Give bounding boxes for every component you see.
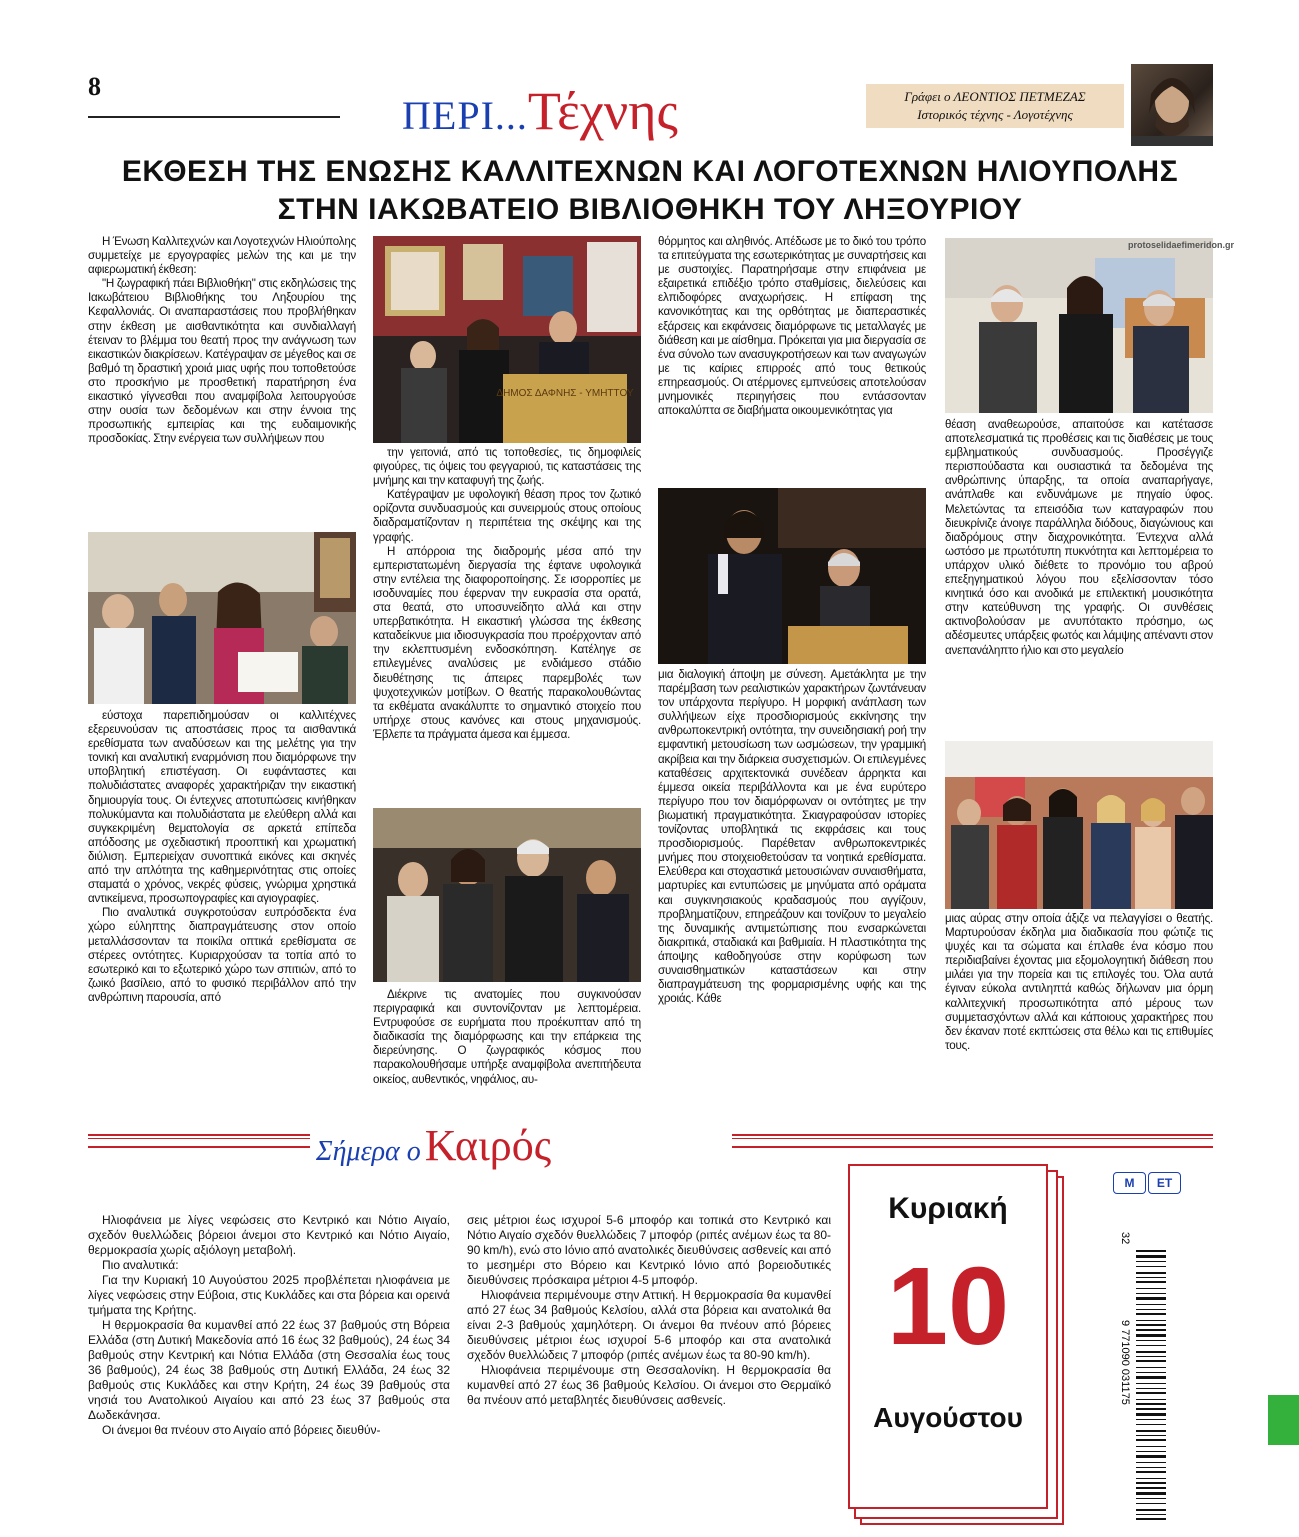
met-logo-right: ΕΤ — [1148, 1172, 1181, 1194]
barcode-bar — [1136, 1467, 1166, 1468]
paragraph: Πιο αναλυτικά: — [102, 1258, 179, 1272]
byline-role: Ιστορικός τέχνης - Λογοτέχνης — [917, 107, 1073, 122]
photo-three-men-image — [945, 238, 1213, 413]
photo-lectern-speaker — [658, 488, 926, 664]
paragraph: εύστοχα παρεπιδημούσαν οι καλλιτέχνες εξερευνούσαν τις αποστάσεις προς τα αισθαντικά ερεθίσματα των αναδύσεων και της μελέτης για την τονική και αναλυτική εναρμόνιση που διαμόρφωνε την υποβλητική επιστέγαση. Οι ευφάνταστες και πολυδιάστατες αναφορές χαρακτήριζαν την εικαστική δημιουργία τους. Οι έντεχνες αποτυπώσεις κινήθηκαν πολυκύμαντα και πολυδιάστατα με ελεύθερη αλλά και συγκεκριμένη θεματολογία σε αρκετά επίπεδα απόδοσης με σχεδιαστική προοπτική και χρωματική διύλιση. Εμπεριείχαν συνοπτικά εικόνες και σκηνές από την απλότητα της καθημερινότητας στις οποίες σταματά ο χρόνος, νεκρές φύσεις, γνώριμα χρηστικά αντικείμενα, προσωπογραφίες και αγιογραφίες. — [88, 709, 356, 906]
paragraph: Ηλιοφάνεια περιμένουμε στην Αττική. Η θερμοκρασία θα κυμανθεί από 27 έως 34 βαθμούς Κελσίου, αλλά στα βόρεια και ανατολικά θα είναι 2-3 βαθμούς χαμηλότερη. Οι άνεμοι θα πνέουν από βόρειες διευθύνσεις μέτριοι έως ισχυροί 5-6 μποφόρ και στα ανατολικά σχεδόν θυελλώδεις 7 μποφόρ (ριπές ανέμων έως τα 80-90 km/h). — [467, 1288, 831, 1362]
barcode-bar — [1136, 1340, 1166, 1341]
paragraph: θέαση αναθεωρούσε, απαιτούσε και κατέτασσε αποτελεσματικά τις προθέσεις και τις διαθέσεις με τους εμβληματικούς συνδυασμούς. Προσέγγιζε περισπούδαστα και ουσιαστικά τα δεδομένα της ανθρώπινης ύπαρξης, τα οποία αναπαρήγαγε, ανάπλαθε και ενδυνάμωνε με πηγαίο ύφος. Μελετώντας τα επεισόδια των καταγραφών που διευκρίνιζε άνοιγε παράλληλα διόδους, διαγώνιους και διαδρόμους στην διαχρονικότητα. Έντεχνα αλλά ωστόσο με πρωτότυπη πυκνότητα και λεπτομέρεια το υπάρχον υλικό διέθετε το προνόμιο του αβρού επεξηγηματικού λόγου που εξελίσσονταν τόσο κινητικά όσο και ανοδικά με επιλεκτική μουσικότητα στην κατεύθυνση της γραφής. Οι συνθέσεις ακτινοβολούσαν με ανυπότακτο πρόσημο, ως αδέσμευτες υπάρξεις φωτός και λάμψης απέναντι στον ανεπανάληπτο ήλιο και στο μεγαλείο — [945, 418, 1213, 657]
barcode-bar — [1136, 1367, 1166, 1368]
barcode-bar — [1136, 1399, 1166, 1400]
photo-podium-image — [373, 236, 641, 443]
barcode-icon — [1118, 1220, 1166, 1530]
barcode-bar — [1136, 1392, 1166, 1394]
barcode-bar — [1136, 1498, 1166, 1499]
met-logo-left: Μ — [1113, 1172, 1146, 1194]
barcode-bar — [1136, 1320, 1166, 1321]
author-photo — [1131, 64, 1213, 146]
paragraph: Ηλιοφάνεια με λίγες νεφώσεις στο Κεντρικό και Νότιο Αιγαίο, σχεδόν θυελλώδεις βόρειοι άνεμοι στο Κεντρικό και Νότιο Αιγαίο, θερμοκρασία χωρίς αξιόλογη μεταβολή. — [88, 1213, 450, 1257]
barcode — [1118, 1220, 1166, 1530]
barcode-bar — [1136, 1345, 1166, 1346]
barcode-bar — [1136, 1514, 1166, 1515]
barcode-bar — [1136, 1376, 1166, 1379]
barcode-bar — [1136, 1451, 1166, 1452]
paragraph: Για την Κυριακή 10 Αυγούστου 2025 προβλέπεται ηλιοφάνεια με λίγες νεφώσεις στην Εύβοια, στις Κυκλάδες και στα βόρεια και ορεινά τμήματα της Κρήτης. — [88, 1273, 450, 1317]
barcode-bar — [1136, 1360, 1166, 1362]
headline-line-2: ΣΤΗΝ ΙΑΚΩΒΑΤΕΙΟ ΒΙΒΛΙΟΘΗΚΗ ΤΟΥ ΛΗΞΟΥΡΙΟΥ — [277, 193, 1023, 226]
barcode-bar — [1136, 1324, 1166, 1326]
barcode-bar — [1136, 1408, 1166, 1410]
paragraph: Η Ένωση Καλλιτεχνών και Λογοτεχνών Ηλιούπολης συμμετείχε με εργογραφίες μελών της και με την αφιερωματική έκθεση: — [88, 235, 356, 277]
weather-rule-right — [732, 1134, 1213, 1148]
barcode-bar — [1136, 1435, 1166, 1436]
barcode-bar — [1136, 1482, 1166, 1484]
barcode-bar — [1136, 1334, 1166, 1337]
paragraph: την γειτονιά, από τις τοποθεσίες, τις δημοφιλείς φιγούρες, τις όψεις του φεγγαριού, τις καταστάσεις της μνήμης και την καταφυγή της ζωής. — [373, 446, 641, 488]
article-col3-bottom — [658, 668, 926, 1118]
weather-title-prefix: Σήμερα ο — [316, 1136, 421, 1167]
paragraph: μιας αύρας στην οποία άξιζε να πελαγγίσει ο θεατής. Μαρτυρούσαν έκδηλα μια διαδικασία που φώτιζε τις ψυχές και τα σώματα και έπλαθε ένα κόσμο που περιδιαβαίνει έχοντας μια εξομολογητική διάθεση που μιλάει για την πορεία και τις επιλογές του. Όλα αυτά έγιναν εύκολα αντιληπτά καθώς δήλωναν μια όρμη καλλιτεχνική προσωπικότητα από μέρους των συμμετασχόντων αλλά και κάποιους χαρακτήρες που δεν έκαναν ποτέ εκπτώσεις στα θέλω και τις επιθυμίες τους. — [945, 912, 1213, 1052]
article-col1-bottom — [88, 709, 356, 1119]
watermark: protoselidaefimeridon.gr — [1128, 240, 1235, 250]
barcode-bar — [1136, 1255, 1166, 1258]
barcode-bar — [1136, 1309, 1166, 1310]
barcode-bar — [1136, 1503, 1166, 1504]
podium-sign-text: ΔΗΜΟΣ ΔΑΦΝΗΣ - ΥΜΗΤΤΟΥ — [496, 388, 634, 399]
paragraph: σεις μέτριοι έως ισχυροί 5-6 μποφόρ και τοπικά στο Κεντρικό και Νότιο Αιγαίο σχεδόν θυελλώδεις 7 μποφόρ (ριπές ανέμων έως τα 80-90 km/h), ενώ στο Ιόνιο από ανατολικές διευθύνσεις ασθενείς και από το μεσημέρι στο Βόρειο και Κεντρικό Ιόνιο από βορειοδυτικές διευθύνσεις πρόσκαιρα μέτριοι 4-5 μποφόρ. — [467, 1213, 831, 1287]
article-col1-top — [88, 235, 356, 527]
calendar-page — [848, 1164, 1048, 1509]
barcode-bar — [1136, 1492, 1166, 1495]
barcode-bar — [1136, 1293, 1166, 1294]
paragraph: Η απόρροια της διαδρομής μέσα από την εμπεριστατωμένη διεργασία της έφτανε υφολογικά στην εντέλεια της διαφοροποίησης. Σε ισορροπίες με ισοδυναμίες που έφερναν την ευκρασία στα ορατά, στα θεατά, στο υποσυνείδητο αλλά και στην υπερβατικότητα. Η εικαστική γλώσσα της έκθεσης καταδείκνυε μια ιδιοσυγκρασία που προέρχονταν από την εκλεπτυσμένη ενδοσκόπηση. Κατέληγε σε επιλεγμένες αναλύσεις με ενδιάμεσο στάδιο διευθέτησης τις άπειρες παρεμβολές των ψυχοτεχνικών μοτίβων. Ο θεατής παρακολουθώντας τα εκθέματα ανακάλυπτε το σημαντικό στοιχείο που υπήρχε στους κανόνες και στους μηχανισμούς. Έβλεπε τα πράγματα άμεσα και έμμεσα. — [373, 544, 641, 741]
barcode-top-number: 32 — [1119, 1232, 1131, 1245]
paragraph: "Η ζωγραφική πάει Βιβλιοθήκη" στις εκδηλώσεις της Ιακωβάτειου Βιβλιοθήκης του Ληξουρίου της Κεφαλλονιάς. Οι αναπαραστάσεις που προβλήθηκαν στην έκθεση με αισθαντικότητα και συνδιαλλαγή έτειναν το βλέμμα του θεατή προς την ανάγνωση των εικαστικών διακρίσεων. Κατέγραψαν σε μέγεθος και σε βαθμό τη δραστική χροιά μιας υφής που τοποθετούσε στο προσκήνιο με προσθετική παρατήρηση ένα εικαστικό γίγνεσθαι που αναμφίβολα λειτουργούσε στην ουσία των δεδομένων και στην έννοια της προσωπικής εμπειρίας και της ευδαιμονικής προσδοκίας. Στην ενέργεια των συλλήψεων που — [88, 277, 356, 446]
barcode-bar — [1136, 1351, 1166, 1353]
byline-author: Γράφει ο ΛΕΟΝΤΙΟΣ ΠΕΤΜΕΖΑΣ — [904, 89, 1086, 104]
photo-lectern-image — [658, 488, 926, 664]
barcode-bar — [1136, 1266, 1166, 1267]
article-col3-top — [658, 235, 926, 485]
barcode-bar — [1136, 1313, 1166, 1315]
barcode-bar — [1136, 1356, 1166, 1357]
barcode-bar — [1136, 1471, 1166, 1473]
barcode-bar — [1136, 1413, 1166, 1416]
barcode-bar — [1136, 1403, 1166, 1405]
met-logo — [1113, 1172, 1181, 1194]
barcode-bar — [1136, 1329, 1166, 1331]
barcode-bar — [1136, 1446, 1166, 1447]
barcode-digits: 9 771090 031175 — [1119, 1320, 1131, 1405]
photo-group-six-image — [945, 741, 1213, 909]
barcode-bar — [1136, 1487, 1166, 1489]
section-title — [402, 80, 678, 142]
calendar-day-name: Κυριακή — [888, 1192, 1008, 1225]
article-headline — [60, 153, 1240, 229]
barcode-bar — [1136, 1272, 1166, 1274]
barcode-bar — [1136, 1439, 1166, 1441]
section-title-prefix: ΠΕΡΙ... — [402, 93, 528, 138]
weather-col1 — [88, 1213, 450, 1513]
barcode-bar — [1136, 1462, 1166, 1463]
paragraph: Πιο αναλυτικά συγκροτούσαν ευπρόσδεκτα ένα χώρο εύληπτης διαπραγμάτευσης στον οποίο μεταλλάσσονταν τα ποικίλα οπτικά ερεθίσματα σε στέρεες οντότητες. Κυριαρχούσαν τα τοπία από το εσωτερικό και το εξωτερικό χώρο των σπιτιών, από το ζωικό βασίλειο, από το φυσικό περιβάλλον από την ανθρώπινη παρουσία, από — [88, 906, 356, 1004]
article-col2-mid — [373, 446, 641, 806]
barcode-bar — [1136, 1281, 1166, 1283]
photo-award-ceremony-image — [88, 532, 356, 704]
article-col4-bottom — [945, 912, 1213, 1118]
photo-podium-speakers — [373, 236, 641, 443]
photo-group-men-image — [373, 808, 641, 982]
barcode-bar — [1136, 1455, 1166, 1458]
barcode-bar — [1136, 1388, 1166, 1389]
barcode-bar — [1136, 1424, 1166, 1425]
barcode-bar — [1136, 1430, 1166, 1432]
page-number: 8 — [88, 72, 101, 101]
page-edge-tab — [1268, 1395, 1299, 1445]
photo-group-men — [373, 808, 641, 982]
barcode-bar — [1136, 1277, 1166, 1278]
calendar-day-number: 10 — [886, 1245, 1010, 1368]
headline-line-1: ΕΚΘΕΣΗ ΤΗΣ ΕΝΩΣΗΣ ΚΑΛΛΙΤΕΧΝΩΝ ΚΑΙ ΛΟΓΟΤΕΧΝΩΝ ΗΛΙΟΥΠΟΛΗΣ — [121, 155, 1179, 188]
page-number-rule — [88, 116, 340, 118]
weather-col2 — [467, 1213, 831, 1513]
paragraph: Η θερμοκρασία θα κυμανθεί από 22 έως 37 βαθμούς στη Βόρεια Ελλάδα (στη Δυτική Μακεδονία από 16 έως 32 βαθμούς), 24 έως 34 βαθμούς στην Κεντρική και Νότια Ελλάδα (στη Θεσσαλία έως τους 36 βαθμούς), 24 έως 38 βαθμούς στη Δυτική Ελλάδα, 24 έως 32 βαθμούς στις Κυκλάδες και στην Κρήτη, 24 έως 39 βαθμούς στα νησιά του Ανατολικού Αιγαίου και από 23 έως 37 βαθμούς στα Δωδεκάνησα. — [88, 1318, 450, 1422]
paragraph: Ηλιοφάνεια περιμένουμε στη Θεσσαλονίκη. Η θερμοκρασία θα κυμανθεί από 27 έως 36 βαθμούς Κελσίου. Οι άνεμοι στο Θερμαϊκό θα πνέουν από μεταβλητές διευθύνσεις ασθενείς. — [467, 1363, 831, 1407]
weather-title-main: Καιρός — [424, 1121, 552, 1170]
photo-award-ceremony — [88, 532, 356, 704]
barcode-bar — [1136, 1372, 1166, 1373]
barcode-bar — [1136, 1419, 1166, 1420]
photo-three-men — [945, 238, 1213, 413]
author-portrait-icon — [1131, 64, 1213, 146]
barcode-bar — [1136, 1478, 1166, 1479]
weather-title — [316, 1120, 551, 1171]
article-col2-bottom — [373, 988, 641, 1118]
paragraph: Οι άνεμοι θα πνέουν στο Αιγαίο από βόρειες διευθύν- — [102, 1423, 381, 1437]
paragraph: θόρμητος και αληθινός. Απέδωσε με το δικό του τρόπο τα επιτεύγματα της εσωτερικότητας με συναρτήσεις και με συστοιχίες. Παρατηρήσαμε στην επιφάνεια με εξαιρετικά επιδέξιο τρόπο σταθμίσεις, διελεύσεις και ελπιδοφόρες αναχωρήσεις. Η επίφαση της κανονικότητας και της ορθότητας με διαπεραστικές εξάρσεις και εκφάνσεις διαμόρφωνε τις μεταλλαγές με διάθεση και με αίσθημα. Πρόκειται για μια διεργασία σε ένα σύνολο των ανασυγκροτήσεων και των αναγωγών με τις καίριες επιρροές από τους θετικούς επηρεασμούς. Οι ατέρμονες εμπνεύσεις αποτελούσαν μνημονικές περιηγήσεις που εντάσσονταν αποκαλύπτα σε διαβήματα οικουμενικότητας για — [658, 235, 926, 418]
article-col4-mid — [945, 418, 1213, 738]
barcode-bar — [1136, 1261, 1166, 1262]
barcode-bar — [1136, 1383, 1166, 1384]
barcode-bar — [1136, 1288, 1166, 1289]
byline-box — [866, 84, 1124, 128]
section-title-main: Τέχνης — [527, 81, 678, 141]
barcode-bar — [1136, 1509, 1166, 1511]
barcode-bar — [1136, 1518, 1166, 1520]
paragraph: Διέκρινε τις ανατομίες που συγκινούσαν περιγραφικά και συντονίζονταν με λεπτομέρεια. Εντρυφούσε σε ευρήματα που προέκυπταν από τη διαδικασία της διαμόρφωσης και την επάρκεια της διερεύνησης. Ο ζωγραφικός κόσμος που παρακολουθήσαμε υπήρξε αναμφίβολα ανεπιτήδευτα οικείος, αυθεντικός, νηφάλιος, αυ- — [373, 988, 641, 1086]
paragraph: μια διαλογική άποψη με σύνεση. Αμετάκλητα με την παρέμβαση των ρεαλιστικών χαρακτήρων ζωντάνευαν τον υπάρχοντα περίγυρο. Η μορφική ανάπλαση των συλλήψεων είχε προσδιορισμούς εκκίνησης την ανθρωποκεντρική οντότητα, την συνειδησιακή ροή την εμφαντική μετουσίωση των ωσμώσεων, την γραμμική ακρίβεια και την διάρκεια συσχετισμών. Οι επιλεγμένες καταθέσεις αρχιτεκτονικά συνέδεαν άρρηκτα και έμμεσα οικεία περιβάλλοντα και με ένα ευρύτερο περίγυρο που τον διαμόρφωναν οι οντότητες με την βιωματική πραγματικότητα. Σκιαγραφούσαν ιστορίες τονίζοντας υποβλητικά τις εκφράσεις και τους προσδιορισμούς. Παρέθεταν ανθρωποκεντρικές μνήμες που στοιχειοθετούσαν τα νοητικά ερεθίσματα. Ελεύθερα και στοχαστικά μετουσιώναν συναισθήματα, μαρτυρίες και εντυπώσεις με μηνύματα από οράματα και συγκινησιακούς κραδασμούς που αγγίζουν, προβληματίζουν, επηρεάζουν και τονίζουν το μεγαλείο της δυναμικής αντιμετώπισης που ενσαρκώνεται διακριτικά, σταδιακά και βαθμιαία. Η πλαστικότητα της άποψης καθοδηγούσε στην κορύφωση των συναισθηματικών καταστάσεων και στην διαπραγμάτευση της φορμαρισμένης υφής και της χροιάς. Κάθε — [658, 668, 926, 1006]
weather-rule-left — [88, 1134, 310, 1148]
barcode-bar — [1136, 1250, 1166, 1252]
paragraph: Κατέγραψαν με υφολογική θέαση προς τον ζωτικό ορίζοντα συνδυασμούς και συνειρμούς στους οποίους διαδραματίζονταν η περιπέτεια της σκέψης και της γραφής. — [373, 488, 641, 544]
barcode-bar — [1136, 1304, 1166, 1305]
photo-group-six — [945, 741, 1213, 909]
calendar-month: Αυγούστου — [873, 1402, 1023, 1433]
barcode-bar — [1136, 1297, 1166, 1300]
